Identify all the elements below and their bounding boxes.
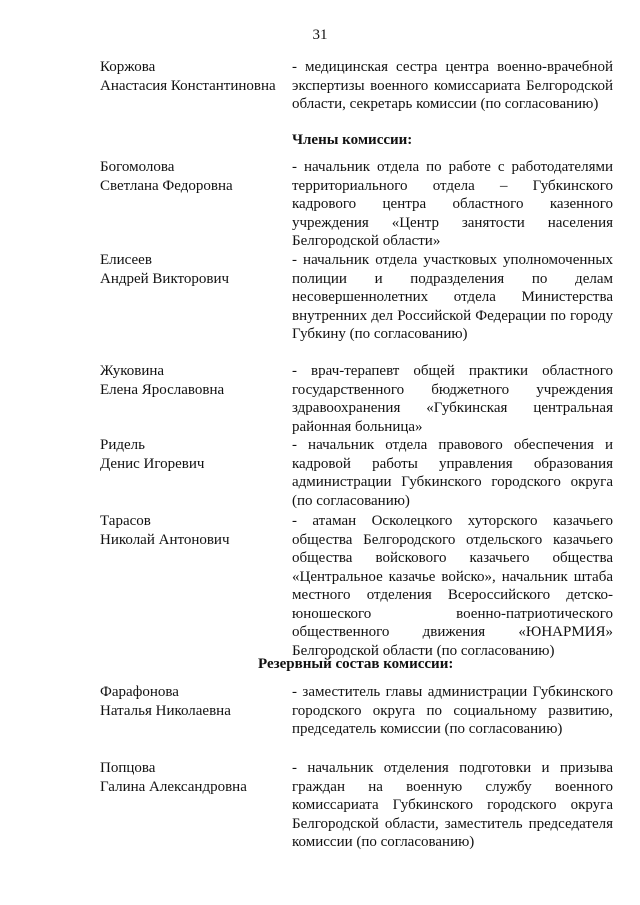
surname: Попцова bbox=[100, 760, 156, 776]
given-name: Анастасия Константиновна bbox=[100, 77, 276, 94]
person-name bbox=[100, 436, 285, 473]
position-description: - начальник отделения подготовки и призыва граждан на военную службу военного комиссариата Губкинского городского округа Белгородской области, заместитель председателя комиссии (по согласованию) bbox=[292, 760, 613, 850]
surname: Елисеев bbox=[100, 252, 152, 268]
surname: Фарафонова bbox=[100, 684, 179, 700]
person-name bbox=[100, 759, 285, 796]
given-name: Андрей Викторович bbox=[100, 270, 230, 287]
given-name: Николай Антонович bbox=[100, 531, 230, 548]
surname: Коржова bbox=[100, 59, 156, 75]
surname: Тарасов bbox=[100, 513, 151, 529]
members-heading: Члены комиссии: bbox=[292, 132, 413, 148]
position-description: - начальник отдела по работе с работодателями территориального отдела – Губкинского кадрового центра областного казенного учреждения «Центр занятости населения Белгородской области» bbox=[292, 159, 613, 249]
person-name bbox=[100, 512, 285, 549]
surname: Жуковина bbox=[100, 363, 165, 379]
given-name: Наталья Николаевна bbox=[100, 702, 231, 719]
given-name: Елена Ярославовна bbox=[100, 381, 225, 398]
page-number: 31 bbox=[312, 27, 328, 43]
given-name: Денис Игоревич bbox=[100, 455, 205, 472]
person-name bbox=[100, 362, 285, 399]
position-description: - начальник отдела участковых уполномоченных полиции и подразделения по делам несовершеннолетних отдела Министерства внутренних дел Российской Федерации по городу Губкину (по согласованию) bbox=[292, 252, 613, 342]
person-name bbox=[100, 58, 285, 95]
given-name: Светлана Федоровна bbox=[100, 177, 233, 194]
position-description: - заместитель главы администрации Губкинского городского округа по социальному развитию, председатель комиссии (по согласованию) bbox=[292, 684, 613, 737]
person-name bbox=[100, 683, 285, 720]
person-name bbox=[100, 251, 285, 288]
person-name bbox=[100, 158, 285, 195]
position-description: - начальник отдела правового обеспечения и кадровой работы управления образования администрации Губкинского городского округа (по согласованию) bbox=[292, 437, 613, 509]
position-description: - медицинская сестра центра военно-врачебной экспертизы военного комиссариата Белгородской области, секретарь комиссии (по согласованию) bbox=[292, 59, 613, 112]
reserve-heading: Резервный состав комиссии: bbox=[258, 656, 454, 672]
given-name: Галина Александровна bbox=[100, 778, 247, 795]
surname: Ридель bbox=[100, 437, 145, 453]
position-description: - врач-терапевт общей практики областного государственного бюджетного учреждения здравоохранения «Губкинская центральная районная больница» bbox=[292, 363, 613, 435]
surname: Богомолова bbox=[100, 159, 175, 175]
position-description: - атаман Осколецкого хуторского казачьего общества Белгородского отдельского казачьего общества войскового казачьего общества «Центральное казачье войско», начальник штаба местного отделения Всероссийского детско-юношеского военно-патриотического общественного движения «ЮНАРМИЯ» Белгородской области (по согласованию) bbox=[292, 513, 613, 659]
